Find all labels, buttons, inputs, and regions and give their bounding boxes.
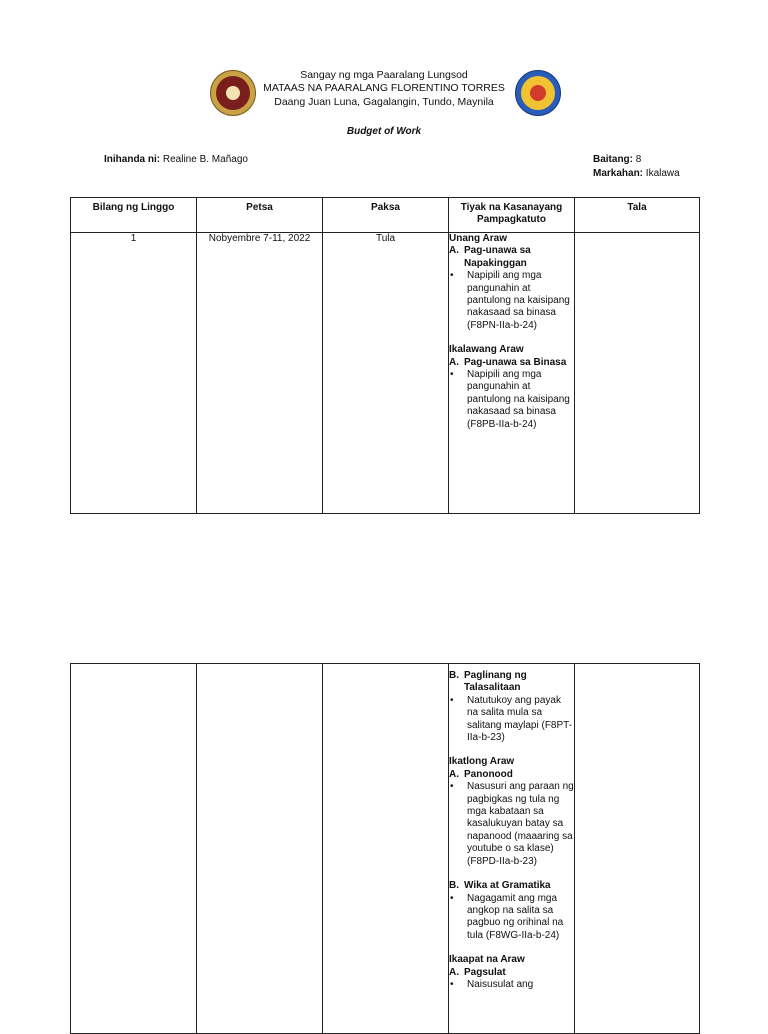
section-title: A. Panonood bbox=[449, 768, 513, 780]
competency-item: • Nagagamit ang mga angkop na salita sa pagbuo ng orihinal na tula (F8WG-IIa-b-24) bbox=[449, 893, 574, 943]
grade-value: 8 bbox=[635, 154, 642, 165]
prepared-label: Inihanda ni: bbox=[104, 154, 161, 165]
table-header-row bbox=[71, 198, 700, 233]
grade-label: Baitang: bbox=[593, 154, 633, 165]
col-date: Petsa bbox=[197, 198, 323, 233]
day-title: Ikatlong Araw bbox=[449, 756, 515, 768]
remarks-cell bbox=[575, 233, 700, 514]
grade-level bbox=[593, 153, 641, 167]
week-cell: 1 bbox=[71, 233, 197, 514]
competency-item: • Napipili ang mga pangunahin at pantulong na kaisipang nakasaad sa binasa (F8PB-IIa-b-24) bbox=[449, 369, 574, 431]
col-week: Bilang ng Linggo bbox=[71, 198, 197, 233]
header-address: Daang Juan Luna, Gagalangin, Tundo, Maynila bbox=[274, 96, 494, 108]
header-division: Sangay ng mga Paaralang Lungsod bbox=[300, 69, 468, 81]
competency-item: • Natutukoy ang payak na salita mula sa salitang maylapi (F8PT-IIa-b-23) bbox=[449, 695, 574, 745]
col-remarks: Tala bbox=[575, 198, 700, 233]
quarter-label: Markahan: bbox=[593, 168, 644, 179]
col-topic: Paksa bbox=[323, 198, 449, 233]
day-title: Ikalawang Araw bbox=[449, 344, 524, 356]
table-row bbox=[71, 664, 700, 1034]
section-title: A. Pag-unawa sa Binasa bbox=[449, 356, 567, 368]
remarks-cell bbox=[575, 664, 700, 1034]
competency-item: • Nasusuri ang paraan ng pagbigkas ng tula ng mga kabataan sa kasalukuyan batay sa napanood (maaaring sa youtube o sa klase) (F8PD-IIa-b-23) bbox=[449, 781, 574, 868]
competency-cell bbox=[449, 664, 575, 1034]
quarter-value: Ikalawa bbox=[645, 168, 680, 179]
prepared-by bbox=[104, 153, 248, 167]
date-cell bbox=[197, 664, 323, 1034]
topic-cell bbox=[323, 664, 449, 1034]
day-title: Unang Araw bbox=[449, 233, 507, 244]
topic-cell: Tula bbox=[323, 233, 449, 514]
section-title: A. Pag-unawa sa Napakinggan bbox=[449, 245, 531, 269]
section-title: A. Pagsulat bbox=[449, 966, 506, 978]
section-title: B. Wika at Gramatika bbox=[449, 880, 551, 892]
table-row bbox=[71, 233, 700, 514]
week-cell bbox=[71, 664, 197, 1034]
col-competency: Tiyak na Kasanayang Pampagkatuto bbox=[449, 198, 575, 233]
document-title: Budget of Work bbox=[346, 126, 422, 137]
prepared-value: Realine B. Mañago bbox=[162, 154, 248, 165]
date-cell: Nobyembre 7-11, 2022 bbox=[197, 233, 323, 514]
competency-item: • Napipili ang mga pangunahin at pantulong na kaisipang nakasaad sa binasa (F8PN-IIa-b-24) bbox=[449, 270, 574, 332]
budget-table bbox=[70, 197, 700, 514]
budget-table-continued bbox=[70, 663, 700, 1034]
quarter bbox=[593, 167, 680, 181]
competency-cell bbox=[449, 233, 575, 514]
header-school: MATAAS NA PAARALANG FLORENTINO TORRES bbox=[263, 82, 505, 94]
competency-item: • Naisusulat ang bbox=[449, 979, 574, 991]
day-title: Ikaapat na Araw bbox=[449, 954, 525, 966]
section-title: B. Paglinang ng Talasalitaan bbox=[449, 670, 527, 694]
